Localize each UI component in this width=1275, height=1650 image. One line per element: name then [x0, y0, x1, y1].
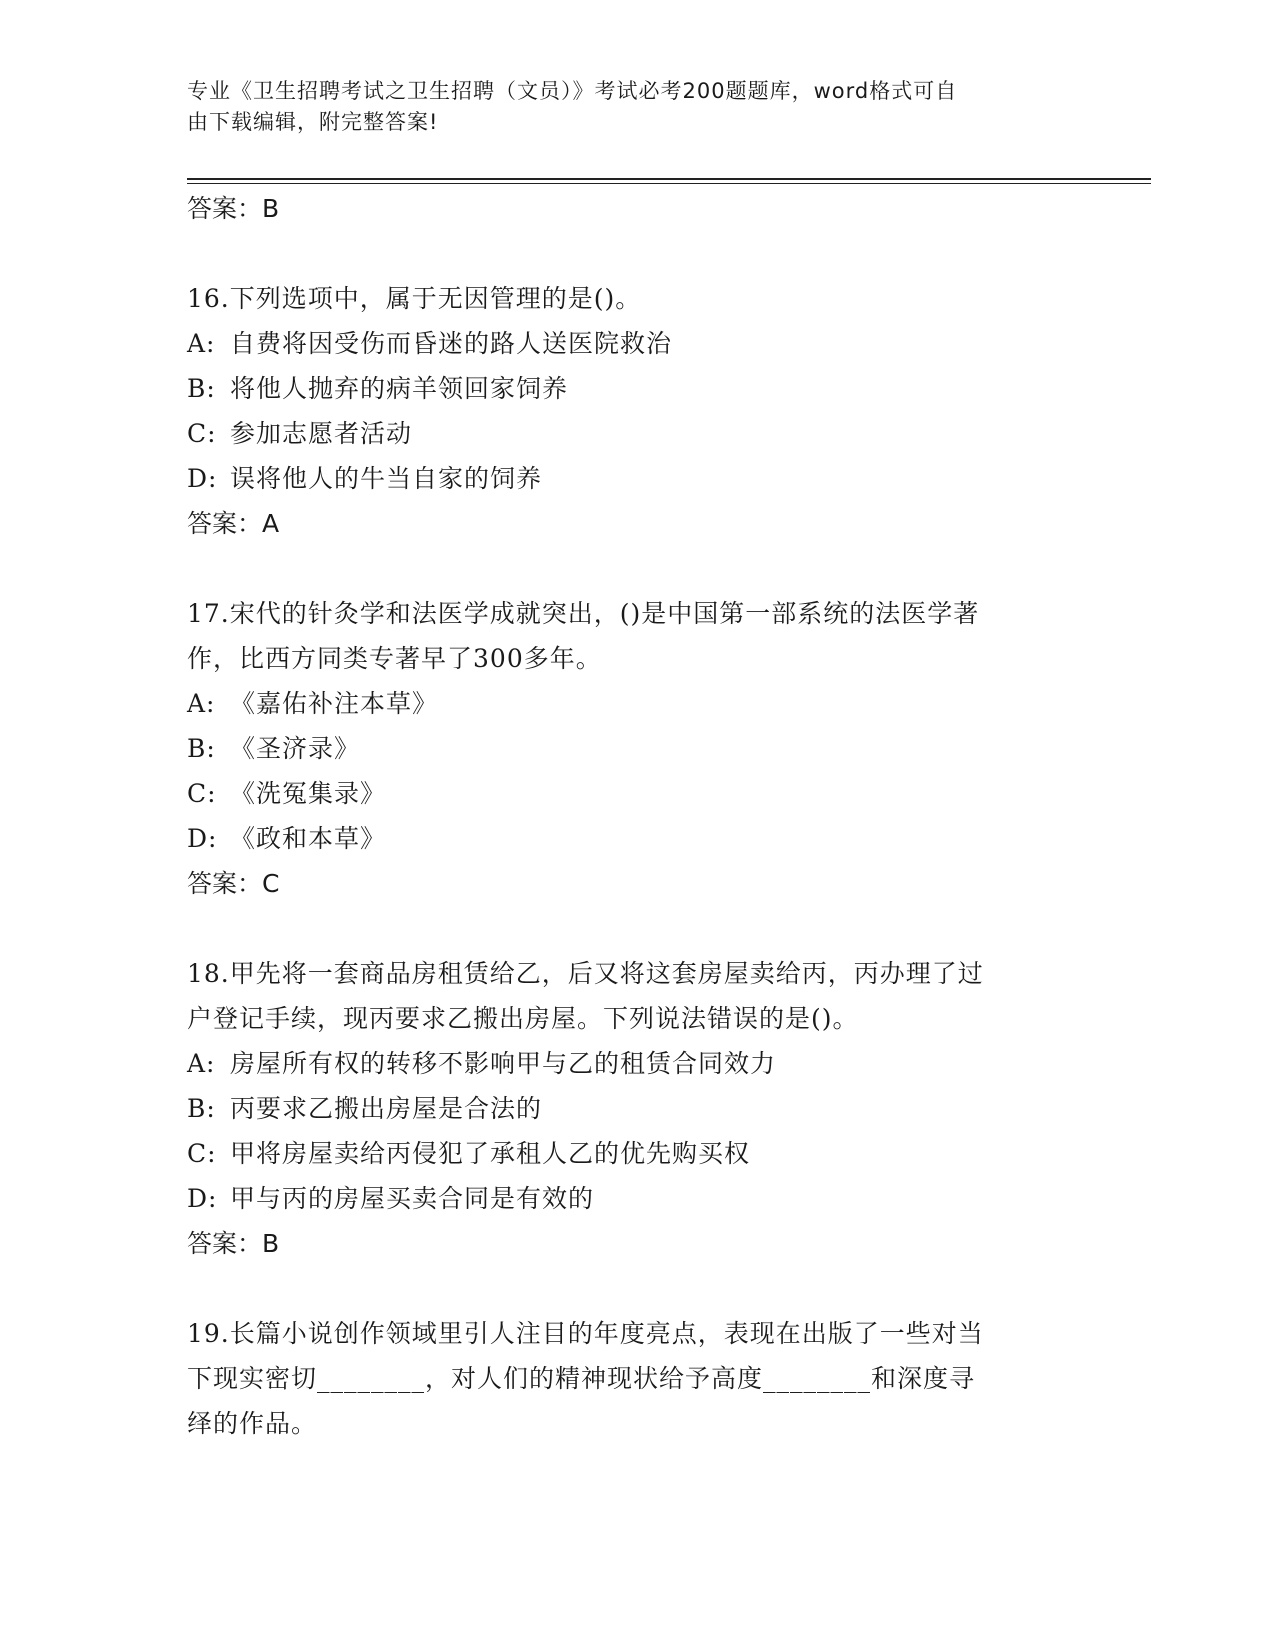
- option-letter: C:: [187, 779, 217, 808]
- question-16: [187, 276, 1067, 546]
- question-text: 下现实密切________，对人们的精神现状给予高度________和深度寻: [187, 1364, 976, 1393]
- question-text: 18.甲先将一套商品房租赁给乙，后又将这套房屋卖给丙，丙办理了过: [187, 959, 984, 988]
- option-letter: B:: [187, 734, 216, 763]
- option-b: [187, 726, 1067, 771]
- option-text: 房屋所有权的转移不影响甲与乙的租赁合同效力: [230, 1049, 777, 1078]
- header-rule-thin: [187, 183, 1151, 184]
- option-text: 自费将因受伤而昏迷的路人送医院救治: [230, 329, 673, 358]
- option-b: [187, 1086, 1067, 1131]
- header-line-1: 专业《卫生招聘考试之卫生招聘（文员）》考试必考200题题库，word格式可自: [187, 79, 958, 103]
- option-c: [187, 411, 1067, 456]
- option-letter: D:: [187, 1184, 218, 1213]
- option-d: [187, 456, 1067, 501]
- option-text: 《政和本草》: [230, 824, 387, 853]
- option-letter: A:: [187, 329, 216, 358]
- option-text: 《嘉佑补注本草》: [230, 689, 439, 718]
- answer-text: 答案：B: [187, 1229, 280, 1258]
- header-line-2: 由下载编辑，附完整答案!: [187, 110, 439, 134]
- option-letter: A:: [187, 689, 216, 718]
- option-a: [187, 321, 1067, 366]
- question-text: 户登记手续，现丙要求乙搬出房屋。下列说法错误的是()。: [187, 1004, 859, 1033]
- question-text: 16.下列选项中，属于无因管理的是()。: [187, 284, 642, 313]
- option-letter: D:: [187, 464, 218, 493]
- question-text: 19.长篇小说创作领域里引人注目的年度亮点，表现在出版了一些对当: [187, 1319, 984, 1348]
- option-c: [187, 771, 1067, 816]
- option-letter: B:: [187, 1094, 216, 1123]
- option-letter: C:: [187, 419, 217, 448]
- option-text: 将他人抛弃的病羊领回家饲养: [230, 374, 569, 403]
- question-text: 17.宋代的针灸学和法医学成就突出，()是中国第一部系统的法医学著: [187, 599, 980, 628]
- question-17: [187, 591, 1067, 906]
- question-text: 绎的作品。: [187, 1409, 318, 1438]
- option-letter: B:: [187, 374, 216, 403]
- option-text: 《洗冤集录》: [230, 779, 387, 808]
- option-d: [187, 816, 1067, 861]
- option-d: [187, 1176, 1067, 1221]
- option-text: 甲与丙的房屋买卖合同是有效的: [230, 1184, 595, 1213]
- option-letter: A:: [187, 1049, 216, 1078]
- answer-text: 答案：C: [187, 869, 280, 898]
- option-c: [187, 1131, 1067, 1176]
- question-text: 作，比西方同类专著早了300多年。: [187, 644, 602, 673]
- option-text: 《圣济录》: [230, 734, 361, 763]
- option-letter: C:: [187, 1139, 217, 1168]
- question-list: [187, 186, 1067, 1446]
- option-a: [187, 681, 1067, 726]
- question-19: [187, 1311, 1067, 1446]
- header-rule-thick: [187, 178, 1151, 180]
- option-text: 误将他人的牛当自家的饲养: [230, 464, 543, 493]
- option-b: [187, 366, 1067, 411]
- option-letter: D:: [187, 824, 218, 853]
- option-a: [187, 1041, 1067, 1086]
- question-18: [187, 951, 1067, 1266]
- option-text: 甲将房屋卖给丙侵犯了承租人乙的优先购买权: [230, 1139, 751, 1168]
- option-text: 参加志愿者活动: [230, 419, 413, 448]
- document-header: [187, 76, 1057, 138]
- answer-text: 答案：A: [187, 509, 280, 538]
- option-text: 丙要求乙搬出房屋是合法的: [230, 1094, 543, 1123]
- answer-text: 答案：B: [187, 194, 280, 223]
